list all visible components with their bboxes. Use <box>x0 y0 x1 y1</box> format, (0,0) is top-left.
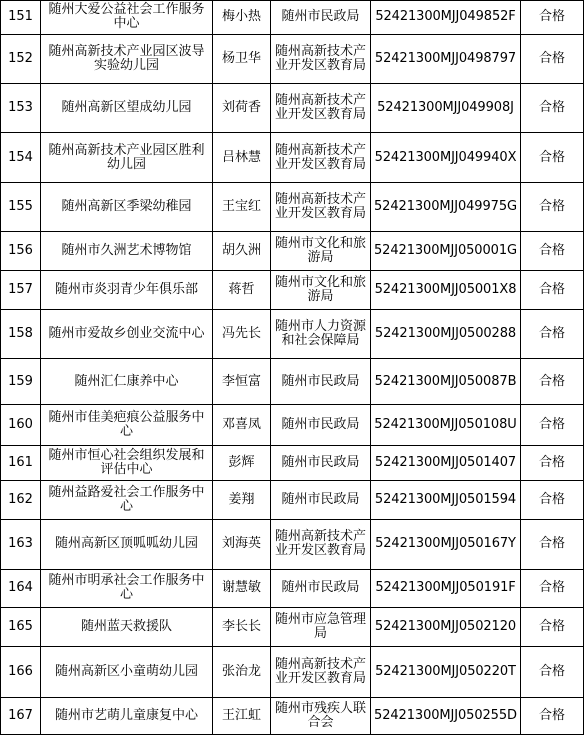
credit-code: 52421300MJJ049852F <box>371 1 521 35</box>
credit-code: 52421300MJJ0501594 <box>371 481 521 520</box>
inspection-result: 合格 <box>521 182 584 231</box>
legal-representative: 李恒富 <box>213 359 271 405</box>
organization-name: 随州市爱故乡创业交流中心 <box>41 309 213 358</box>
supervising-authority: 随州市民政局 <box>271 359 371 405</box>
legal-representative: 梅小热 <box>213 1 271 35</box>
table-row <box>1 34 584 83</box>
organization-name: 随州高新区望成幼儿园 <box>41 84 213 133</box>
inspection-result: 合格 <box>521 520 584 569</box>
organization-name: 随州高新区小童萌幼儿园 <box>41 646 213 697</box>
row-number: 163 <box>1 520 41 569</box>
credit-code: 52421300MJJ050220T <box>371 646 521 697</box>
supervising-authority: 随州市民政局 <box>271 481 371 520</box>
supervising-authority: 随州市应急管理局 <box>271 607 371 646</box>
row-number: 162 <box>1 481 41 520</box>
inspection-result: 合格 <box>521 1 584 35</box>
legal-representative: 蒋哲 <box>213 270 271 309</box>
table-row <box>1 481 584 520</box>
legal-representative: 刘荷香 <box>213 84 271 133</box>
supervising-authority: 随州市文化和旅游局 <box>271 231 371 270</box>
organization-name: 随州高新区顶呱呱幼儿园 <box>41 520 213 569</box>
legal-representative: 李长长 <box>213 607 271 646</box>
supervising-authority: 随州市人力资源和社会保障局 <box>271 309 371 358</box>
inspection-result: 合格 <box>521 231 584 270</box>
legal-representative: 张治龙 <box>213 646 271 697</box>
supervising-authority: 随州高新技术产业开发区教育局 <box>271 133 371 182</box>
legal-representative: 王宝红 <box>213 182 271 231</box>
organization-name: 随州高新区季梁幼稚园 <box>41 182 213 231</box>
inspection-result: 合格 <box>521 646 584 697</box>
supervising-authority: 随州市民政局 <box>271 569 371 607</box>
table-row <box>1 182 584 231</box>
credit-code: 52421300MJJ050108U <box>371 405 521 446</box>
table-row <box>1 231 584 270</box>
row-number: 167 <box>1 697 41 734</box>
legal-representative: 姜翔 <box>213 481 271 520</box>
table-row <box>1 133 584 182</box>
supervising-authority: 随州市民政局 <box>271 446 371 481</box>
inspection-result: 合格 <box>521 607 584 646</box>
table-row <box>1 569 584 607</box>
table-row <box>1 697 584 734</box>
inspection-result: 合格 <box>521 133 584 182</box>
credit-code: 52421300MJJ049940X <box>371 133 521 182</box>
credit-code: 52421300MJJ049908J <box>371 84 521 133</box>
credit-code: 52421300MJJ0498797 <box>371 34 521 83</box>
credit-code: 52421300MJJ050167Y <box>371 520 521 569</box>
credit-code: 52421300MJJ050255D <box>371 697 521 734</box>
organization-name: 随州蓝天救援队 <box>41 607 213 646</box>
supervising-authority: 随州市残疾人联合会 <box>271 697 371 734</box>
table-row <box>1 607 584 646</box>
inspection-result: 合格 <box>521 309 584 358</box>
legal-representative: 胡久洲 <box>213 231 271 270</box>
credit-code: 52421300MJJ050001G <box>371 231 521 270</box>
supervising-authority: 随州高新技术产业开发区教育局 <box>271 34 371 83</box>
legal-representative: 吕林慧 <box>213 133 271 182</box>
row-number: 156 <box>1 231 41 270</box>
organization-name: 随州市佳美疤痕公益服务中心 <box>41 405 213 446</box>
row-number: 152 <box>1 34 41 83</box>
organization-name: 随州高新技术产业园区波导实验幼儿园 <box>41 34 213 83</box>
row-number: 154 <box>1 133 41 182</box>
legal-representative: 刘海英 <box>213 520 271 569</box>
legal-representative: 王江虹 <box>213 697 271 734</box>
organization-name: 随州高新技术产业园区胜利幼儿园 <box>41 133 213 182</box>
row-number: 165 <box>1 607 41 646</box>
row-number: 157 <box>1 270 41 309</box>
table-row <box>1 84 584 133</box>
inspection-result: 合格 <box>521 446 584 481</box>
organization-name: 随州大爱公益社会工作服务中心 <box>41 1 213 35</box>
inspection-result: 合格 <box>521 84 584 133</box>
supervising-authority: 随州市文化和旅游局 <box>271 270 371 309</box>
supervising-authority: 随州高新技术产业开发区教育局 <box>271 520 371 569</box>
credit-code: 52421300MJJ0502120 <box>371 607 521 646</box>
supervising-authority: 随州高新技术产业开发区教育局 <box>271 182 371 231</box>
credit-code: 52421300MJJ050191F <box>371 569 521 607</box>
table-row <box>1 359 584 405</box>
organization-name: 随州益路爱社会工作服务中心 <box>41 481 213 520</box>
inspection-result: 合格 <box>521 359 584 405</box>
supervising-authority: 随州高新技术产业开发区教育局 <box>271 84 371 133</box>
row-number: 155 <box>1 182 41 231</box>
organization-name: 随州市明承社会工作服务中心 <box>41 569 213 607</box>
table-row <box>1 309 584 358</box>
inspection-result: 合格 <box>521 569 584 607</box>
inspection-result: 合格 <box>521 697 584 734</box>
supervising-authority: 随州市民政局 <box>271 405 371 446</box>
table-row <box>1 270 584 309</box>
legal-representative: 杨卫华 <box>213 34 271 83</box>
credit-code: 52421300MJJ050087B <box>371 359 521 405</box>
legal-representative: 冯先长 <box>213 309 271 358</box>
table-row <box>1 405 584 446</box>
row-number: 160 <box>1 405 41 446</box>
row-number: 166 <box>1 646 41 697</box>
row-number: 164 <box>1 569 41 607</box>
supervising-authority: 随州市民政局 <box>271 1 371 35</box>
row-number: 161 <box>1 446 41 481</box>
credit-code: 52421300MJJ05001X8 <box>371 270 521 309</box>
supervising-authority: 随州高新技术产业开发区教育局 <box>271 646 371 697</box>
row-number: 159 <box>1 359 41 405</box>
table-row <box>1 646 584 697</box>
row-number: 153 <box>1 84 41 133</box>
table-row <box>1 446 584 481</box>
organization-name: 随州市艺萌儿童康复中心 <box>41 697 213 734</box>
inspection-result: 合格 <box>521 34 584 83</box>
row-number: 158 <box>1 309 41 358</box>
organization-name: 随州市久洲艺术博物馆 <box>41 231 213 270</box>
organization-name: 随州汇仁康养中心 <box>41 359 213 405</box>
legal-representative: 邓喜凤 <box>213 405 271 446</box>
inspection-result: 合格 <box>521 270 584 309</box>
table-row <box>1 1 584 35</box>
organization-name: 随州市炎羽青少年俱乐部 <box>41 270 213 309</box>
credit-code: 52421300MJJ049975G <box>371 182 521 231</box>
credit-code: 52421300MJJ0501407 <box>371 446 521 481</box>
inspection-result: 合格 <box>521 405 584 446</box>
legal-representative: 谢慧敏 <box>213 569 271 607</box>
inspection-result: 合格 <box>521 481 584 520</box>
row-number: 151 <box>1 1 41 35</box>
organization-name: 随州市恒心社会组织发展和评估中心 <box>41 446 213 481</box>
credit-code: 52421300MJJ0500288 <box>371 309 521 358</box>
legal-representative: 彭辉 <box>213 446 271 481</box>
table-row <box>1 520 584 569</box>
